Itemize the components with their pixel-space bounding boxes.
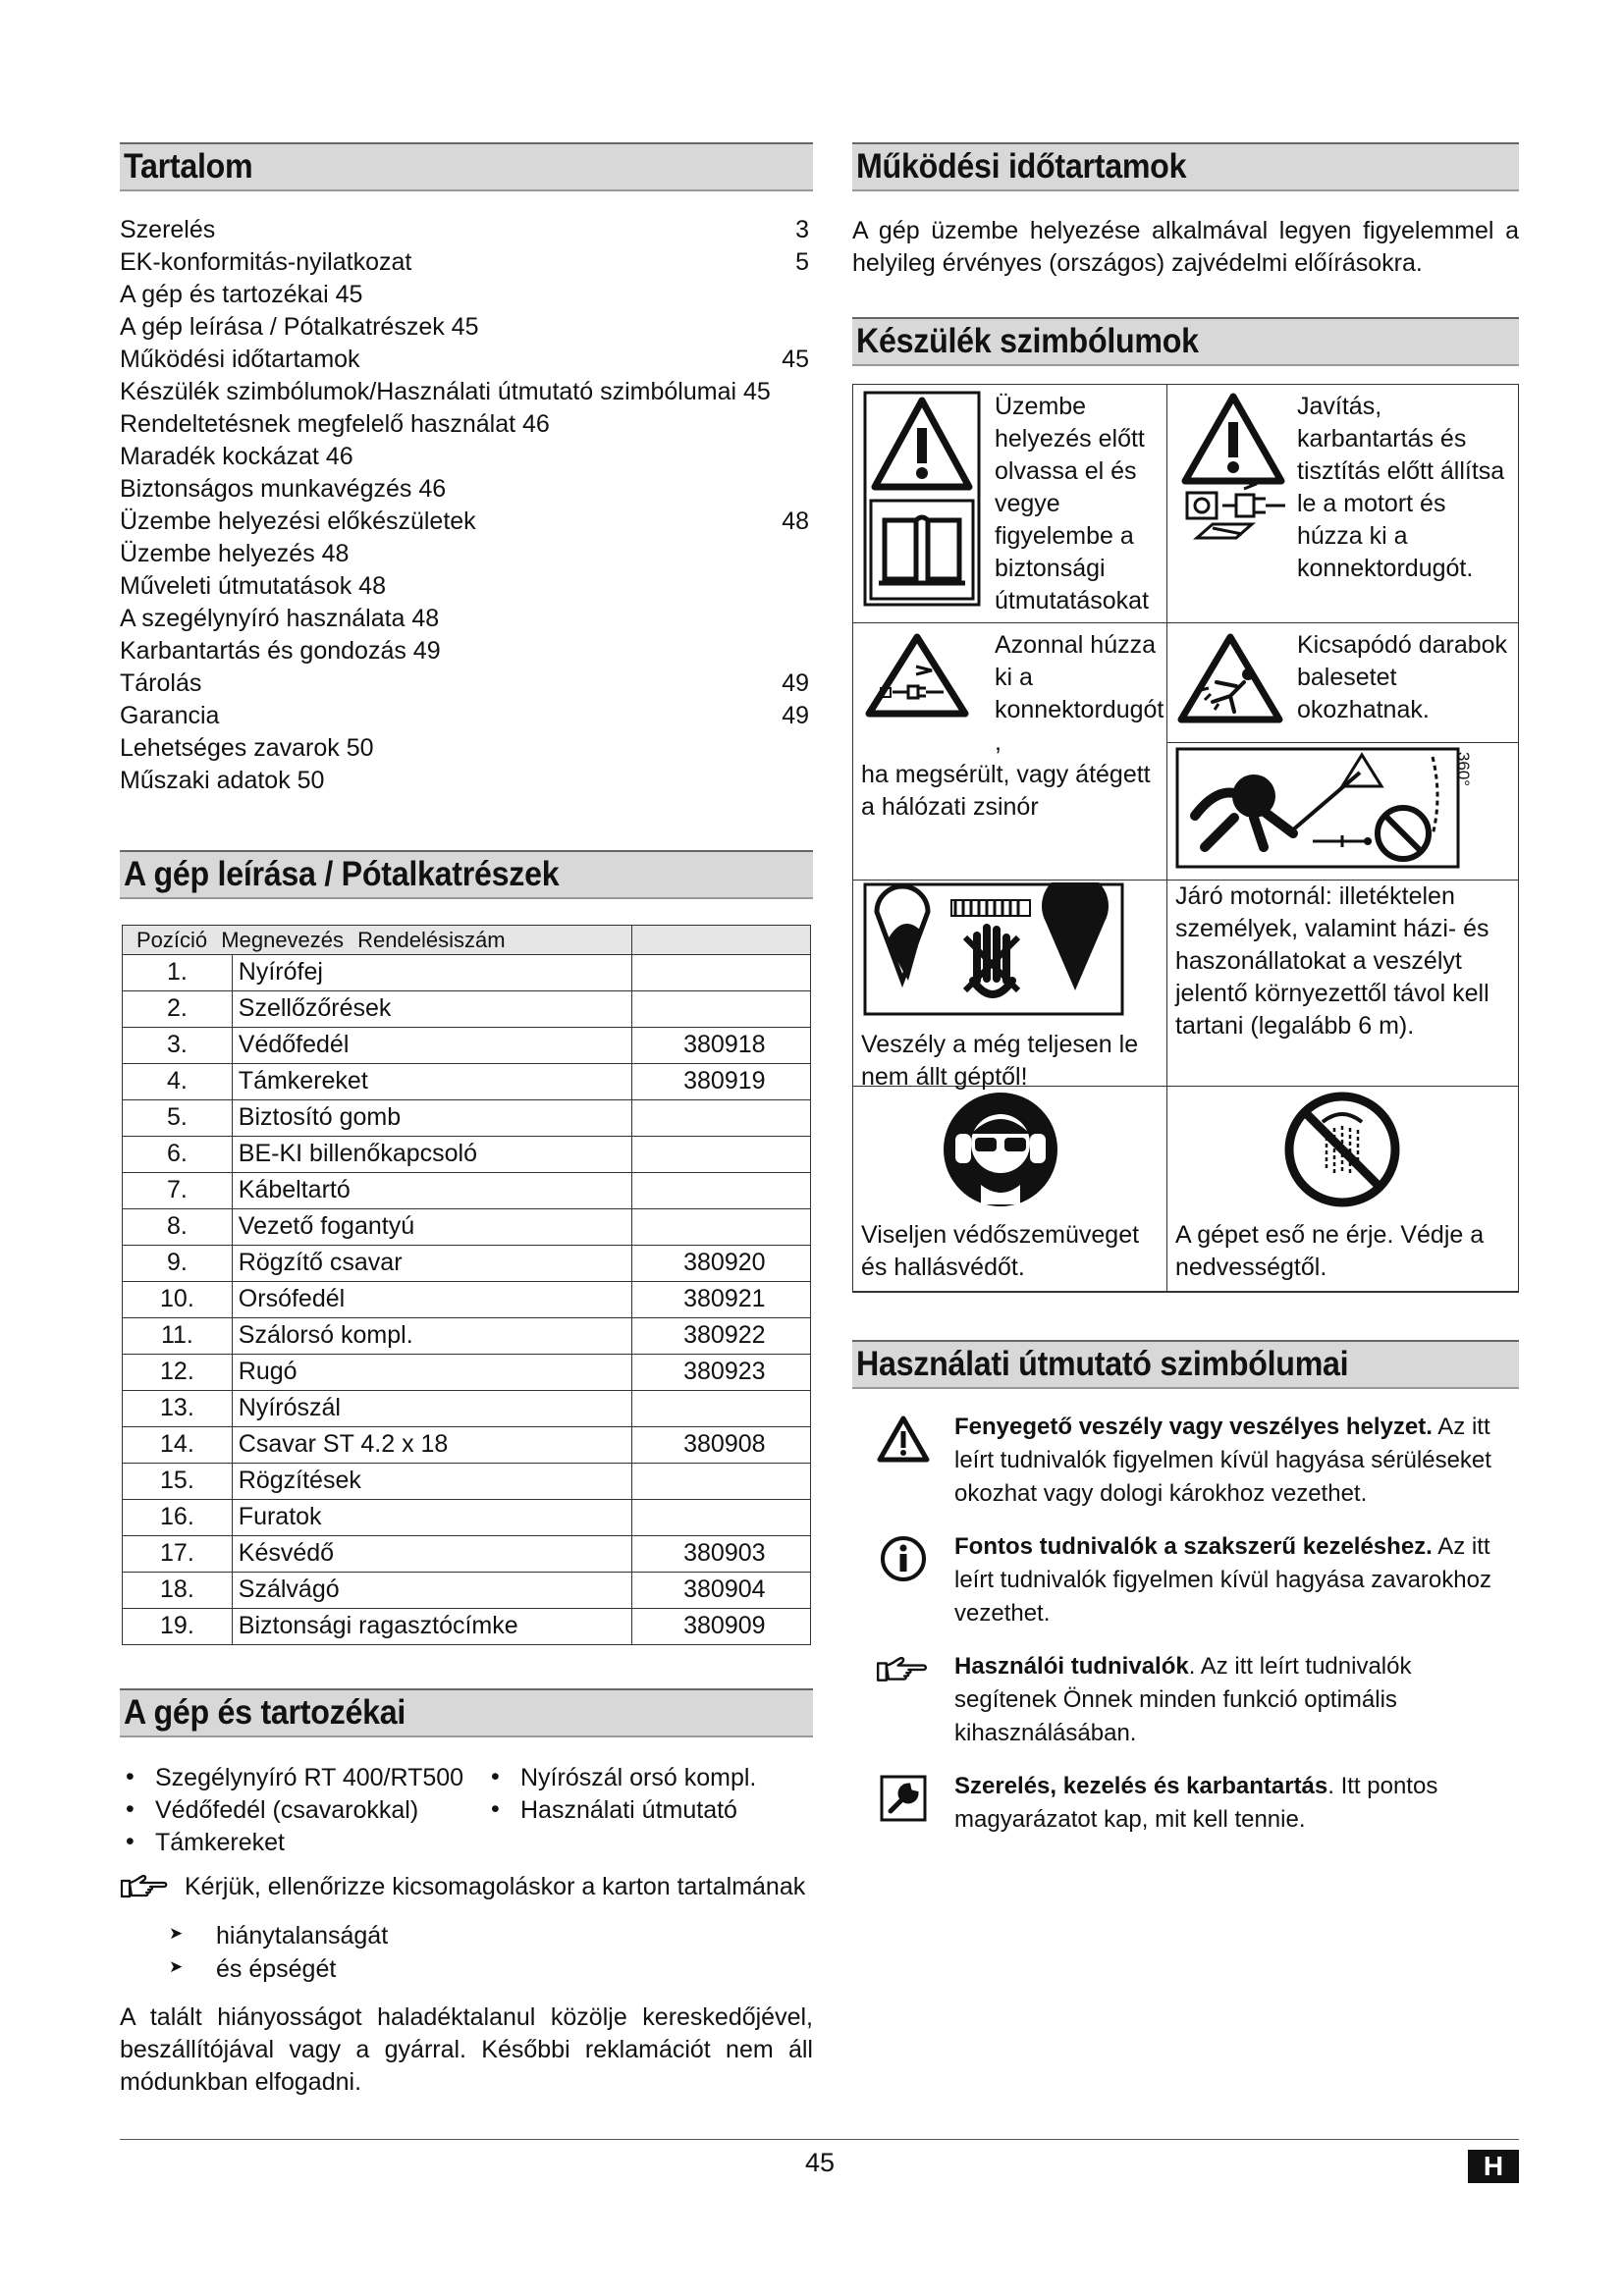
part-order-number: 380909 (632, 1609, 811, 1645)
symbol-text-line: tisztítás előtt állítsa (1297, 457, 1505, 485)
toc-label: Tárolás (120, 669, 202, 697)
part-position: 16. (123, 1500, 233, 1536)
symbol-flying-and-distance (1167, 623, 1518, 881)
part-order-number: 380904 (632, 1573, 811, 1609)
part-position: 18. (123, 1573, 233, 1609)
toc-entry[interactable] (120, 312, 813, 345)
toc-page (809, 409, 813, 442)
toc-label: Karbantartás és gondozás 49 (120, 637, 441, 665)
toc-entry[interactable] (120, 539, 813, 571)
parts-table (122, 925, 811, 1645)
part-position: 17. (123, 1536, 233, 1573)
manual-symbol-desc: . Az itt leírt tudnivalók segítenek Önnek minden funkció optimális kihasználásában. (954, 1653, 1412, 1746)
read-manual-text (991, 385, 1149, 622)
rotating-blade-hand-icon (863, 882, 1124, 1016)
symbol-goggles (853, 1087, 1167, 1292)
toc-label: Garancia (120, 702, 220, 729)
list-item: • Támkereket (120, 1828, 485, 1860)
warning-flying-debris-icon (1175, 631, 1285, 725)
symbol-read-manual (853, 385, 1167, 623)
symbol-text-line: jelentő környezettől távol kell (1175, 980, 1489, 1007)
check-list (169, 1921, 813, 1988)
list-item: • Használati útmutató (485, 1795, 756, 1828)
table-row (123, 1536, 811, 1573)
manual-symbol-text (954, 1530, 1519, 1630)
part-order-number: 380923 (632, 1355, 811, 1391)
toc-page (809, 539, 813, 571)
toc-entry[interactable] (120, 766, 813, 798)
toc-page (809, 604, 813, 636)
part-position: 11. (123, 1318, 233, 1355)
keep-distance-icon (1175, 747, 1460, 869)
table-row (123, 1500, 811, 1536)
part-position: 5. (123, 1100, 233, 1137)
flying-parts-text (1295, 623, 1507, 742)
symbol-text-line: balesetet (1297, 664, 1397, 691)
pointing-hand-icon (852, 1650, 954, 1750)
symbol-text-line: útmutatásokat (995, 587, 1150, 614)
part-position: 19. (123, 1609, 233, 1645)
accessories-title: A gép és tartozékai (124, 1692, 406, 1732)
table-row (123, 1137, 811, 1173)
part-position: 15. (123, 1464, 233, 1500)
part-name: Nyírófej (232, 955, 631, 991)
toc-entry[interactable] (120, 701, 813, 733)
no-rain-icon (1283, 1091, 1401, 1208)
distance-angle-label: 360° (1453, 751, 1473, 787)
table-row (123, 1573, 811, 1609)
toc-entry[interactable] (120, 280, 813, 312)
parts-heading (120, 850, 813, 899)
part-order-number: 380903 (632, 1536, 811, 1573)
part-order-number (632, 1500, 811, 1536)
parts-title: A gép leírása / Pótalkatrészek (124, 854, 560, 893)
toc-label: Műszaki adatok 50 (120, 767, 325, 794)
parts-header-row (123, 926, 811, 955)
part-name: Kábeltartó (232, 1173, 631, 1209)
manual-symbol-desc: . Itt pontos magyarázatot kap, mit kell tennie. (954, 1773, 1438, 1833)
symbol-text-line: le a motort és (1297, 490, 1446, 517)
symbol-distance-text (1167, 881, 1518, 1087)
part-name: Rögzítő csavar (232, 1246, 631, 1282)
symbol-text-line: konnektordugót. (1297, 555, 1474, 582)
toc-label: Rendeltetésnek megfelelő használat 46 (120, 410, 550, 438)
symbol-text-line: konnektordugót (995, 696, 1164, 723)
part-order-number: 380922 (632, 1318, 811, 1355)
symbol-text-line: olvassa el és (995, 457, 1137, 485)
toc-entry[interactable] (120, 507, 813, 539)
rain-text (1167, 1217, 1518, 1284)
manual-symbol-item (852, 1650, 1519, 1750)
distance-text (1167, 881, 1518, 1042)
part-position: 13. (123, 1391, 233, 1427)
part-name: Szálvágó (232, 1573, 631, 1609)
table-row (123, 1391, 811, 1427)
part-name: Vezető fogantyú (232, 1209, 631, 1246)
toc-entry[interactable] (120, 604, 813, 636)
toc-label: Lehetséges zavarok 50 (120, 734, 374, 762)
manual-symbol-item (852, 1411, 1519, 1511)
table-row (123, 1209, 811, 1246)
toc-label: Biztonságos munkavégzés 46 (120, 475, 447, 503)
list-item: • Védőfedél (csavarokkal) (120, 1795, 485, 1828)
toc-page: 3 (795, 216, 809, 243)
symbol-text-line: biztonsági (995, 555, 1106, 582)
symbol-text-line: Járó motornál: illetéktelen (1175, 882, 1455, 910)
table-row (123, 1282, 811, 1318)
unpack-note (120, 1866, 813, 1909)
warning-triangle-icon (852, 1411, 954, 1511)
part-order-number (632, 1173, 811, 1209)
toc-page (809, 377, 813, 409)
header-name: Megnevezés (221, 927, 345, 952)
part-position: 1. (123, 955, 233, 991)
accessories-list-b (485, 1763, 756, 1860)
header-empty-cell (632, 926, 811, 955)
symbol-text-line: Kicsapódó darabok (1297, 631, 1508, 659)
part-order-number: 380908 (632, 1427, 811, 1464)
warning-plug-icon (1175, 391, 1291, 548)
toc-page (809, 442, 813, 474)
manual-symbols-list (852, 1411, 1519, 1837)
manual-symbol-item (852, 1530, 1519, 1630)
symbol-text-line: karbantartás és (1297, 425, 1467, 453)
warning-damaged-cable-icon (863, 631, 971, 720)
manual-symbol-bold: Fontos tudnivalók a szakszerű kezeléshez. (954, 1533, 1433, 1560)
toc-entry[interactable] (120, 474, 813, 507)
symbol-text-line: Viseljen védőszemüveget (861, 1221, 1140, 1249)
unplug-text (991, 623, 1164, 759)
complaint-paragraph: A talált hiányosságot haladéktalanul közölje kereskedőjével, beszállítójával vagy a gyárral. Későbbi reklamációt nem áll módunkban elfogadni. (120, 2003, 813, 2096)
right-column (852, 142, 1519, 1856)
table-row (123, 1427, 811, 1464)
part-order-number (632, 1100, 811, 1137)
symbol-text-line: , (995, 728, 1001, 756)
manual-symbol-desc: Az itt leírt tudnivalók figyelmen kívül hagyása zavarokhoz vezethet. (954, 1533, 1491, 1627)
toc-page (809, 474, 813, 507)
symbol-text-line: Azonnal húzza (995, 631, 1157, 659)
symbol-text-line: ha megsérült, vagy átégett (861, 761, 1151, 788)
table-row (123, 1355, 811, 1391)
part-position: 9. (123, 1246, 233, 1282)
part-order-number (632, 1464, 811, 1500)
part-order-number: 380918 (632, 1028, 811, 1064)
table-row (123, 1064, 811, 1100)
toc-label: Szerelés (120, 216, 216, 243)
toc-heading (120, 142, 813, 191)
toc-entry[interactable] (120, 442, 813, 474)
part-name: Biztosító gomb (232, 1100, 631, 1137)
table-row (123, 1318, 811, 1355)
part-position: 10. (123, 1282, 233, 1318)
toc-page (809, 766, 813, 798)
table-row (123, 1246, 811, 1282)
toc-entry[interactable] (120, 636, 813, 668)
device-symbols-title: Készülék szimbólumok (856, 321, 1199, 360)
operating-times-title: Működési időtartamok (856, 146, 1187, 186)
toc-entry[interactable] (120, 571, 813, 604)
toc-entry[interactable] (120, 733, 813, 766)
manual-symbol-item (852, 1770, 1519, 1837)
part-position: 14. (123, 1427, 233, 1464)
header-order-number: Rendelésiszám (357, 927, 506, 952)
toc-label: Maradék kockázat 46 (120, 443, 353, 470)
goggles-text (853, 1217, 1166, 1284)
list-item: ➤ hiánytalanságát (169, 1921, 813, 1954)
accessories-list-a (120, 1763, 485, 1860)
maintenance-text (1295, 385, 1504, 622)
symbol-text-line: a hálózati zsinór (861, 793, 1039, 821)
manual-symbol-bold: Fenyegető veszély vagy veszélyes helyzet. (954, 1414, 1433, 1440)
wrench-icon (852, 1770, 954, 1837)
list-item: • Nyírószál orsó kompl. (485, 1763, 756, 1795)
part-order-number (632, 1391, 811, 1427)
symbol-maintenance (1167, 385, 1518, 623)
part-order-number (632, 1209, 811, 1246)
toc-label: A szegélynyíró használata 48 (120, 605, 440, 632)
toc-label: Üzembe helyezési előkészületek (120, 507, 476, 535)
toc-page (809, 733, 813, 766)
part-position: 7. (123, 1173, 233, 1209)
goggles-earmuffs-icon (942, 1091, 1059, 1208)
toc-page: 49 (782, 669, 809, 697)
toc-page (809, 312, 813, 345)
symbol-text-line: nem állt géptől! (861, 1063, 1028, 1091)
manual-symbol-text (954, 1770, 1519, 1837)
table-row (123, 1464, 811, 1500)
toc-label: Készülék szimbólumok/Használati útmutató szimbólumai 45 (120, 378, 771, 405)
part-position: 6. (123, 1137, 233, 1173)
part-position: 4. (123, 1064, 233, 1100)
symbol-text-line: személyek, valamint házi- és (1175, 915, 1489, 942)
symbol-not-stopped (853, 881, 1167, 1091)
symbol-text-line: húzza ki a (1297, 522, 1408, 550)
part-name: Támkereket (232, 1064, 631, 1100)
manual-symbols-heading (852, 1340, 1519, 1389)
part-order-number: 380919 (632, 1064, 811, 1100)
toc-page (809, 280, 813, 312)
page-number: 45 (804, 2148, 836, 2177)
symbol-text-line: nedvességtől. (1175, 1254, 1327, 1281)
symbol-text-line: A gépet eső ne érje. Védje a (1175, 1221, 1485, 1249)
manual-symbol-bold: Szerelés, kezelés és karbantartás (954, 1773, 1328, 1799)
toc-label: Működési időtartamok (120, 346, 360, 373)
symbol-text-line: figyelembe a (995, 522, 1134, 550)
symbol-text-line: tartani (legalább 6 m). (1175, 1012, 1415, 1040)
table-row (123, 1100, 811, 1137)
part-name: Rögzítések (232, 1464, 631, 1500)
part-position: 2. (123, 991, 233, 1028)
toc-page (809, 571, 813, 604)
accessories-lists (120, 1763, 813, 1860)
part-order-number (632, 991, 811, 1028)
part-name: Biztonsági ragasztócímke (232, 1609, 631, 1645)
header-position: Pozíció (136, 927, 208, 952)
table-of-contents (120, 215, 813, 798)
part-name: Nyírószál (232, 1391, 631, 1427)
symbol-unplug (853, 623, 1167, 881)
toc-page: 48 (782, 507, 809, 535)
manual-symbol-bold: Használói tudnivalók (954, 1653, 1189, 1680)
part-position: 12. (123, 1355, 233, 1391)
table-row (123, 1173, 811, 1209)
toc-page: 5 (795, 248, 809, 276)
toc-page: 45 (782, 346, 809, 373)
toc-label: A gép és tartozékai 45 (120, 281, 363, 308)
symbol-text-line: vegye (995, 490, 1060, 517)
toc-label: Műveleti útmutatások 48 (120, 572, 386, 600)
unplug-continued-text (853, 759, 1166, 824)
left-column (120, 142, 813, 2099)
operating-times-heading (852, 142, 1519, 191)
not-stopped-text (853, 1025, 1166, 1094)
footer-rule (120, 2139, 1519, 2140)
symbol-rain (1167, 1087, 1518, 1292)
part-name: Orsófedél (232, 1282, 631, 1318)
part-name: Furatok (232, 1500, 631, 1536)
symbol-text-line: Javítás, (1297, 393, 1382, 420)
toc-page: 49 (782, 702, 809, 729)
toc-entry[interactable] (120, 215, 813, 247)
symbol-text-line: Üzembe (995, 393, 1087, 420)
device-symbols-grid (852, 384, 1519, 1293)
toc-title: Tartalom (124, 146, 253, 186)
symbol-text-line: Veszély a még teljesen le (861, 1031, 1139, 1058)
part-order-number (632, 1137, 811, 1173)
warning-book-icon (863, 391, 981, 607)
table-row (123, 1609, 811, 1645)
part-name: Csavar ST 4.2 x 18 (232, 1427, 631, 1464)
symbol-text-line: haszonállatokat a veszélyt (1175, 947, 1462, 975)
part-order-number: 380920 (632, 1246, 811, 1282)
part-name: Szellőzőrések (232, 991, 631, 1028)
manual-symbol-text (954, 1650, 1519, 1750)
toc-entry[interactable] (120, 345, 813, 377)
language-badge: H (1468, 2150, 1519, 2183)
manual-symbol-text (954, 1411, 1519, 1511)
device-symbols-heading (852, 317, 1519, 366)
toc-page (809, 636, 813, 668)
part-position: 3. (123, 1028, 233, 1064)
toc-entry[interactable] (120, 409, 813, 442)
part-order-number (632, 955, 811, 991)
symbol-text-line: helyezés előtt (995, 425, 1145, 453)
toc-label: EK-konformitás-nyilatkozat (120, 248, 412, 276)
part-name: Szálorsó kompl. (232, 1318, 631, 1355)
toc-label: Üzembe helyezés 48 (120, 540, 350, 567)
table-row (123, 991, 811, 1028)
info-circle-icon (852, 1530, 954, 1630)
part-name: Védőfedél (232, 1028, 631, 1064)
manual-symbols-title: Használati útmutató szimbólumai (856, 1344, 1349, 1383)
toc-entry[interactable] (120, 377, 813, 409)
symbol-text-line: okozhatnak. (1297, 696, 1430, 723)
toc-entry[interactable] (120, 668, 813, 701)
symbol-text-line: ki a (995, 664, 1033, 691)
unpack-note-text: Kérjük, ellenőrizze kicsomagoláskor a karton tartalmának (185, 1873, 806, 1901)
part-order-number: 380921 (632, 1282, 811, 1318)
toc-label: A gép leírása / Pótalkatrészek 45 (120, 313, 479, 341)
list-item: ➤ és épségét (169, 1954, 813, 1988)
table-row (123, 955, 811, 991)
part-name: BE-KI billenőkapcsoló (232, 1137, 631, 1173)
toc-entry[interactable] (120, 247, 813, 280)
part-name: Késvédő (232, 1536, 631, 1573)
part-name: Rugó (232, 1355, 631, 1391)
manual-symbol-desc: Az itt leírt tudnivalók figyelmen kívül hagyása sérüléseket okozhat vagy dologi károkhoz vezethet. (954, 1414, 1491, 1507)
table-row (123, 1028, 811, 1064)
part-position: 8. (123, 1209, 233, 1246)
list-item: • Szegélynyíró RT 400/RT500 (120, 1763, 485, 1795)
symbol-text-line: és hallásvédőt. (861, 1254, 1025, 1281)
accessories-heading (120, 1688, 813, 1737)
pointing-hand-icon (120, 1873, 171, 1902)
operating-times-paragraph: A gép üzembe helyezése alkalmával legyen figyelemmel a helyileg érvényes (országos) zajvédelmi előírásokra. (852, 217, 1519, 277)
